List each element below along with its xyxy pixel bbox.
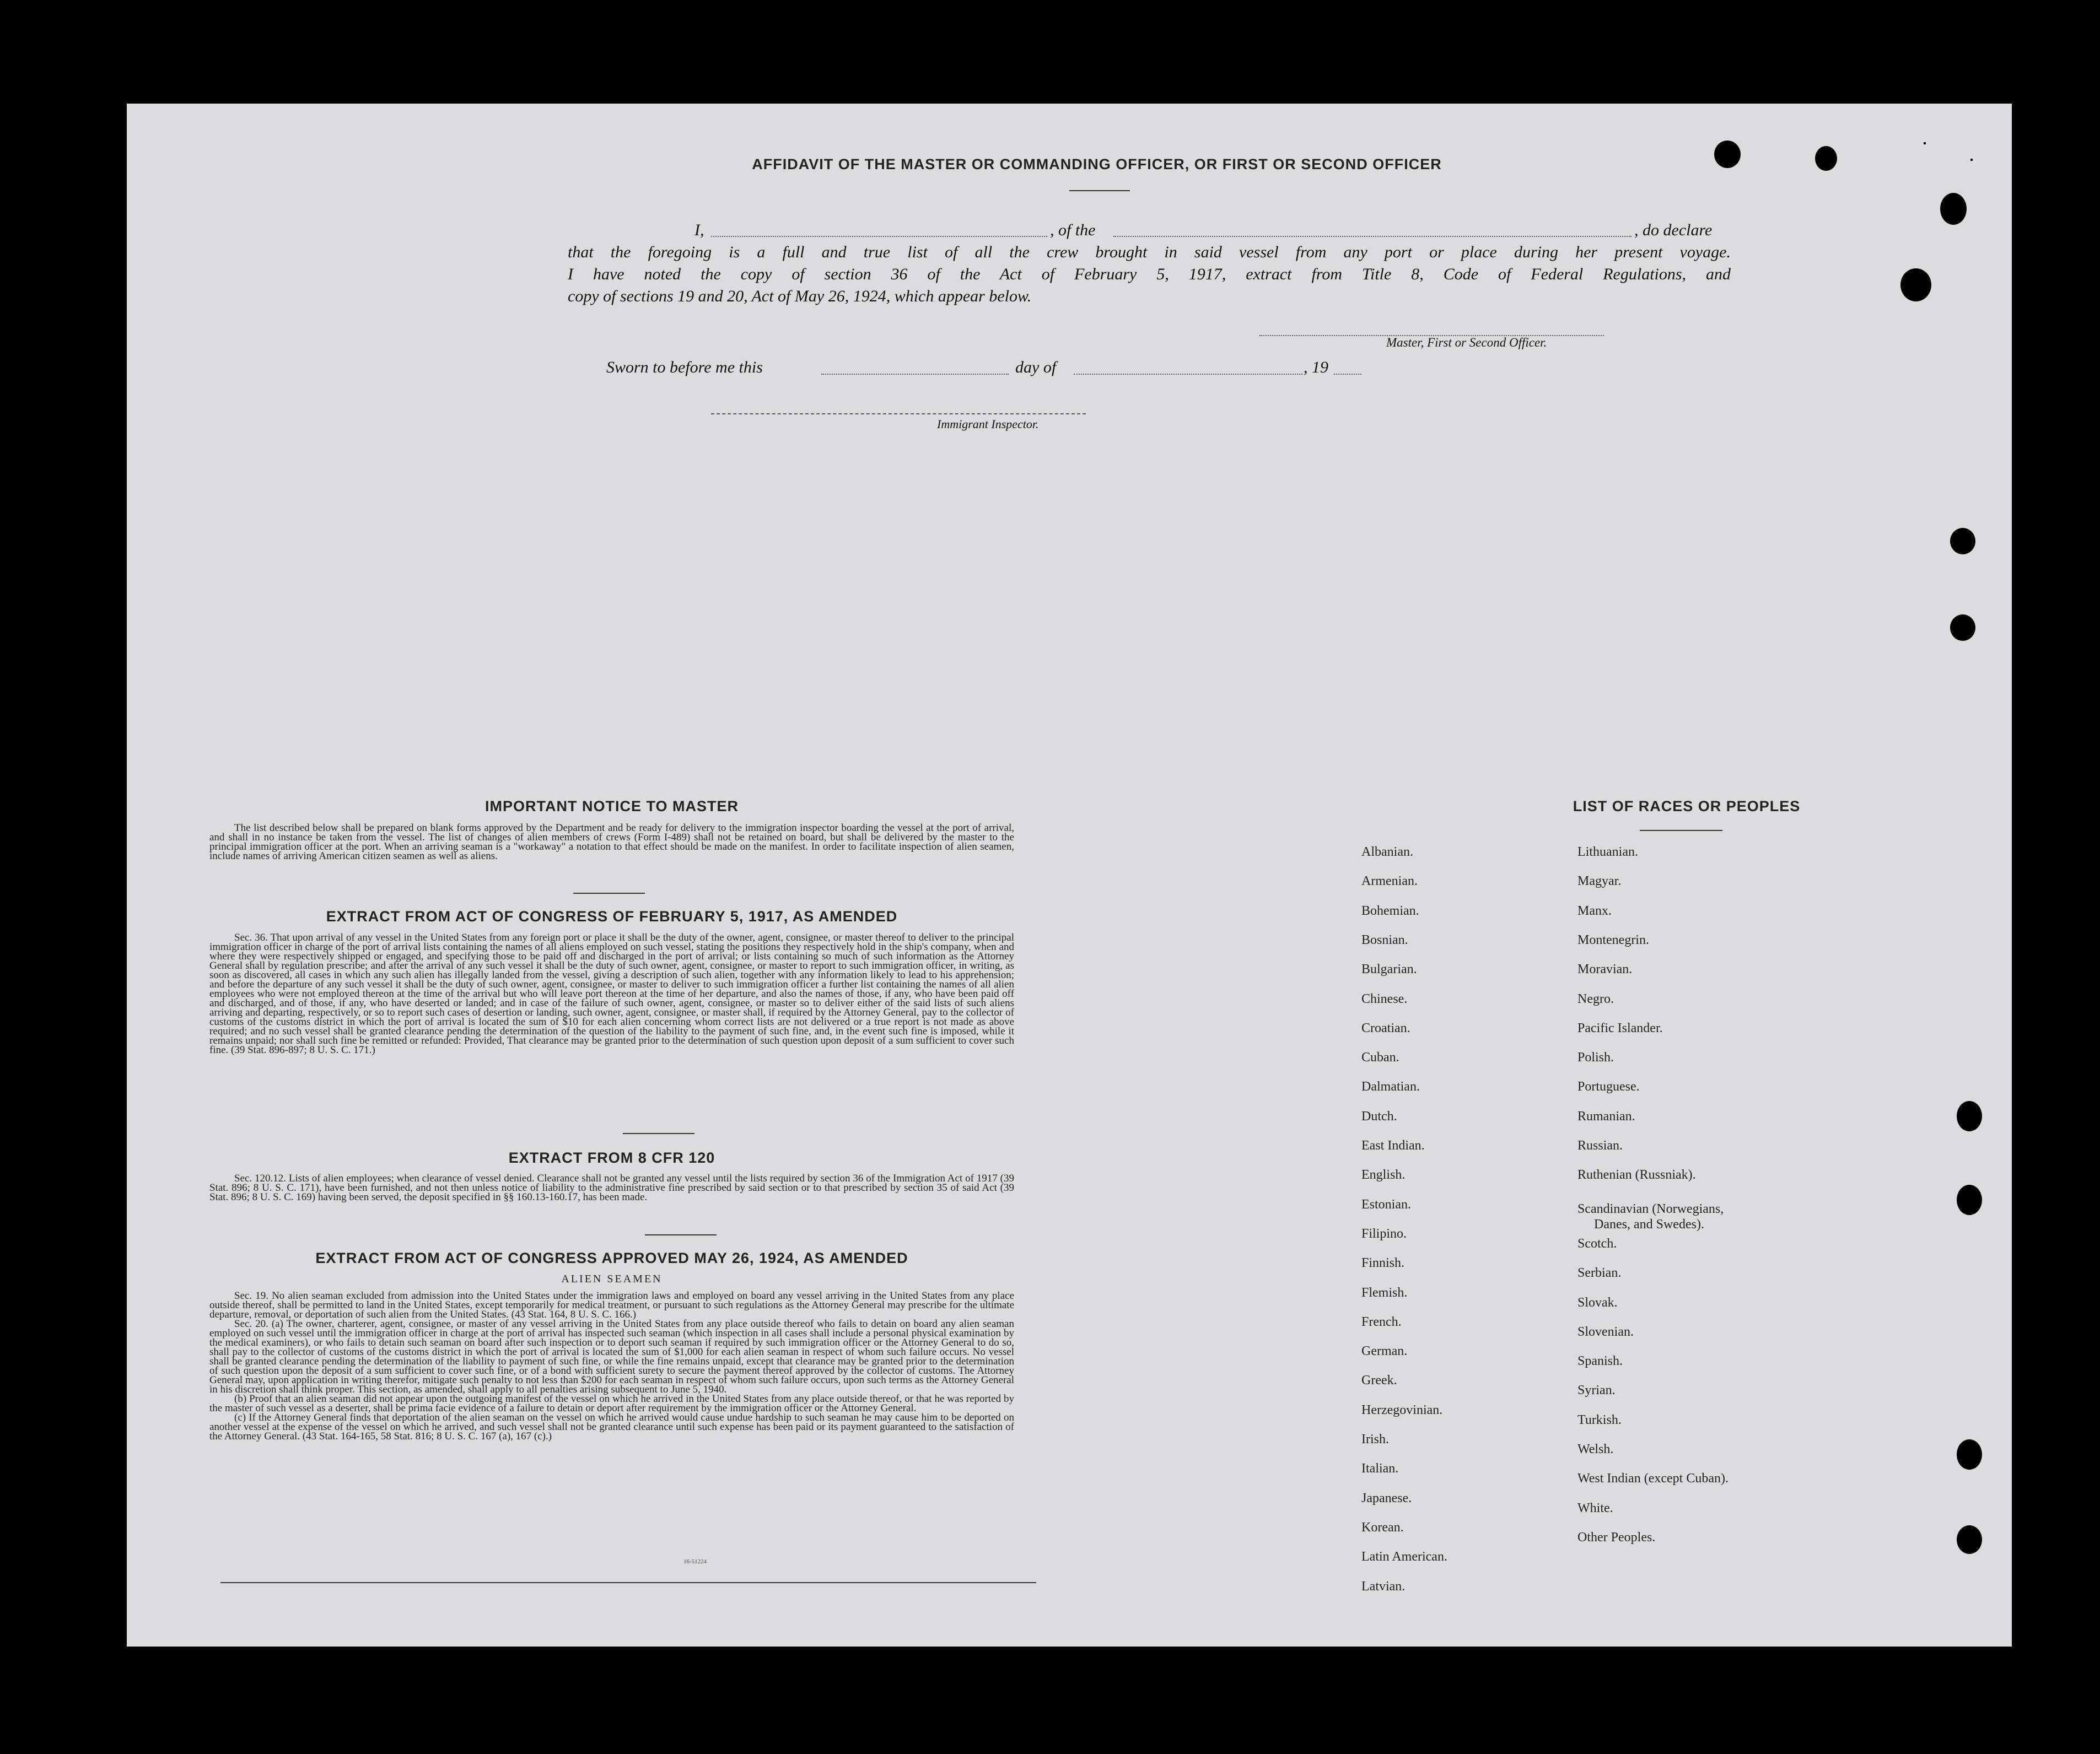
race-item: Other Peoples. xyxy=(1577,1530,1656,1545)
i-label: I, xyxy=(694,221,704,239)
declaration-line-1: that the foregoing is a full and true list of all the crew brought in said vessel from any port or place during her present voyage. xyxy=(568,243,1731,261)
race-item: Polish. xyxy=(1577,1050,1614,1065)
notice-heading: IMPORTANT NOTICE TO MASTER xyxy=(485,798,739,814)
punch-hole xyxy=(1957,1185,1982,1215)
race-item: Bohemian. xyxy=(1361,903,1419,918)
divider xyxy=(1069,190,1130,191)
punch-hole xyxy=(1950,614,1975,641)
race-item: Latvian. xyxy=(1361,1579,1406,1594)
race-item: Filipino. xyxy=(1361,1226,1407,1241)
master-signature-label: Master, First or Second Officer. xyxy=(1386,336,1547,349)
affidavit-heading: AFFIDAVIT OF THE MASTER OR COMMANDING OFFICER, OR FIRST OR SECOND OFFICER xyxy=(752,156,1442,172)
race-item: Latin American. xyxy=(1361,1550,1447,1564)
punch-hole xyxy=(1940,193,1967,225)
race-item: Cuban. xyxy=(1361,1050,1399,1065)
declaration-line-3: copy of sections 19 and 20, Act of May 26, 1924, which appear below. xyxy=(568,287,1032,305)
punch-hole xyxy=(1957,1101,1982,1131)
race-item: Slovak. xyxy=(1577,1295,1618,1310)
race-item: Armenian. xyxy=(1361,874,1418,889)
extract-1917-heading: EXTRACT FROM ACT OF CONGRESS OF FEBRUARY 5, 1917, AS AMENDED xyxy=(326,908,898,925)
extract-1917-text: Sec. 36. That upon arrival of any vessel in the United States from any foreign port or place it shall be the duty of the owner, agent, consignee, or master thereof to deliver to the principal immigration officer in charge of the port of arrival lists containing the names of all aliens employed on such vessel, stating the positions they respectively hold in the ship's company, when and where they were respectively shipped or engaged, and specifying those to be paid off and discharged in the port of arrival; or lists containing so much of such information as the Attorney General shall by regulation prescribe; and after the arrival of any such vessel it shall be the duty of such owner, agent, consignee, or master to report to such immigration officer, in writing, as soon as discovered, all cases in which any such alien has illegally landed from the vessel, giving a description of such alien, together with any information likely to lead to his apprehension; and before the departure of any such vessel it shall be the duty of such owner, agent, consignee, or master to deliver to such immigration officer a further list containing the names of all alien employees who were not employed thereon at the time of the arrival but who will leave port thereon at the time of her departure, and also the names of those, if any, who have been paid off and discharged, and of those, if any, who have deserted or landed; and in case of the failure of such owner, agent, consignee, or master so to deliver either of the said lists of such aliens arriving and departing, respectively, or so to report such cases of desertion or landing, such owner, agent, consignee, or master shall, if required by the Attorney General, pay to the collector of customs of the customs district in which the port of arrival is located the sum of $10 for each alien concerning whom correct lists are not delivered or a true report is not made as above required; and no such vessel shall be granted clearance pending the determination of the question of the liability to the payment of such fine, and, in the event such fine is imposed, while it remains unpaid; nor shall such fine be remitted or refunded: Provided, That clearance may be granted prior to the determination of such question upon deposit of a sum sufficient to cover such fine. (39 Stat. 896-897; 8 U. S. C. 171.) xyxy=(209,932,1014,1056)
race-item: Japanese. xyxy=(1361,1491,1412,1505)
race-item: Bulgarian. xyxy=(1361,962,1417,977)
race-item: Turkish. xyxy=(1577,1412,1622,1427)
race-item: Syrian. xyxy=(1577,1383,1616,1398)
inspector-label: Immigrant Inspector. xyxy=(937,417,1039,431)
punch-hole xyxy=(1900,268,1931,301)
of-the-label: , of the xyxy=(1050,221,1096,239)
race-item: Portuguese. xyxy=(1577,1080,1640,1094)
section-20b-text: (b) Proof that an alien seaman did not appear upon the outgoing manifest of the vessel on which he arrived in the United States from any place outside thereof, or that he was reported by the master of such vessel as a deserter, shall be prima facie evidence of a failure to detain or deport after requirement by the immigration officer or the Attorney General. xyxy=(209,1393,1014,1414)
race-item: Lithuanian. xyxy=(1577,845,1638,859)
race-item: West Indian (except Cuban). xyxy=(1577,1471,1729,1486)
race-item: Italian. xyxy=(1361,1461,1399,1476)
extract-1924-body xyxy=(209,1291,1014,1441)
speck xyxy=(1970,159,1973,161)
race-item: Herzegovinian. xyxy=(1361,1402,1443,1417)
race-item: Russian. xyxy=(1577,1138,1623,1153)
race-item: Chinese. xyxy=(1361,991,1408,1006)
inspector-signature-blank[interactable] xyxy=(711,403,1086,414)
race-item: East Indian. xyxy=(1361,1138,1425,1153)
year-blank[interactable] xyxy=(1334,364,1361,375)
race-item: Slovenian. xyxy=(1577,1324,1634,1339)
punch-hole xyxy=(1815,146,1837,171)
punch-hole xyxy=(1950,528,1975,554)
race-item: Croatian. xyxy=(1361,1021,1410,1035)
race-item: Greek. xyxy=(1361,1373,1397,1388)
race-item: Ruthenian (Russniak). xyxy=(1577,1168,1696,1183)
race-item: Negro. xyxy=(1577,991,1614,1006)
race-item: Irish. xyxy=(1361,1432,1389,1447)
race-item: Rumanian. xyxy=(1577,1109,1635,1124)
race-item: White. xyxy=(1577,1501,1613,1515)
race-item: Spanish. xyxy=(1577,1354,1623,1369)
race-item: Flemish. xyxy=(1361,1285,1408,1300)
affidavit-declaration xyxy=(568,219,1731,307)
race-item: Manx. xyxy=(1577,903,1612,918)
alien-seamen-subheading: ALIEN SEAMEN xyxy=(561,1273,663,1285)
divider xyxy=(573,893,645,894)
race-item: Estonian. xyxy=(1361,1197,1411,1212)
race-item: Korean. xyxy=(1361,1520,1404,1535)
race-item: Pacific Islander. xyxy=(1577,1021,1663,1035)
races-heading: LIST OF RACES OR PEOPLES xyxy=(1573,798,1801,814)
section-20a-text: Sec. 20. (a) The owner, charterer, agent, consignee, or master of any vessel arriving in the United States from any place outside thereof who fails to detain on board any alien seaman employed on such vessel until the immigration officer in charge at the port of arrival has inspected such seaman (which inspection in all cases shall include a personal physical examination by the medical examiners), or who fails to detain such seaman on board after such inspection or to deport such seaman if required by such immigration officer or the Attorney General to do so, shall pay to the collector of customs of the customs district in which the port of arrival is located the sum of $1,000 for each alien seaman in respect of whom such failure occurs. No vessel shall be granted clearance pending the determination of the liability to payment of such fine, or while the fine remains unpaid, except that clearance may be granted prior to the determination of such question upon the deposit of a sum sufficient to cover such fine, or of a bond with sufficient surety to secure the payment thereof approved by the collector of customs. The Attorney General may, upon application in writing therefor, mitigate such penalty to not less than $200 for each seaman in respect of whom such failure occurs, upon such terms as the Attorney General in his discretion shall think proper. This section, as amended, shall apply to all penalties arising subsequent to June 5, 1940. xyxy=(209,1318,1014,1395)
extract-cfr-heading: EXTRACT FROM 8 CFR 120 xyxy=(508,1149,715,1166)
sworn-day-blank[interactable] xyxy=(821,364,1009,375)
race-item: German. xyxy=(1361,1344,1408,1359)
punch-hole xyxy=(1714,141,1741,168)
master-signature-blank[interactable] xyxy=(1259,325,1604,336)
race-item: Welsh. xyxy=(1577,1442,1614,1456)
punch-hole xyxy=(1957,1525,1982,1554)
extract-1924-heading: EXTRACT FROM ACT OF CONGRESS APPROVED MAY 26, 1924, AS AMENDED xyxy=(315,1250,908,1266)
section-20c-text: (c) If the Attorney General finds that deportation of the alien seaman on the vessel on which he arrived would cause undue hardship to such seaman he may cause him to be deported on another vessel at the expense of the vessel on which he arrived, and such vessel shall not be granted clearance until such expense has been paid or its payment guaranteed to the satisfaction of the Attorney General. (43 Stat. 164-165, 58 Stat. 816; 8 U. S. C. 167 (a), 167 (c).) xyxy=(209,1412,1014,1442)
race-item: Magyar. xyxy=(1577,874,1622,889)
do-declare-label: , do declare xyxy=(1634,221,1713,239)
race-item: Finnish. xyxy=(1361,1256,1405,1271)
day-of-label: day of xyxy=(1015,358,1057,376)
race-item: Montenegrin. xyxy=(1577,932,1649,947)
document-page xyxy=(127,104,2012,1647)
sworn-month-blank[interactable] xyxy=(1074,364,1302,375)
divider xyxy=(1640,830,1722,831)
race-item: Moravian. xyxy=(1577,962,1633,977)
divider xyxy=(623,1133,694,1134)
speck xyxy=(1924,142,1926,144)
race-item: French. xyxy=(1361,1314,1402,1329)
race-item: Serbian. xyxy=(1577,1266,1622,1281)
section-19-text: Sec. 19. No alien seaman excluded from admission into the United States under the immigration laws and employed on board any vessel arriving in the United States from any place outside thereof, shall be permitted to land in the United States, except temporarily for medical treatment, or pursuant to such regulations as the Attorney General may prescribe for the ultimate departure, removal, or deportation of such alien from the United States. (43 Stat. 164, 8 U. S. C. 166.) xyxy=(209,1290,1014,1320)
notice-text: The list described below shall be prepared on blank forms approved by the Department and be ready for delivery to the immigration inspector boarding the vessel at the port of arrival, and shall in no instance be taken from the vessel. The list of changes of alien members of crews (Form I-489) shall not be retained on board, but shall be delivered by the master to the principal immigration officer at the port. When an arriving seaman is a "workaway" a notation to that effect should be made on the manifest. In order to facilitate inspection of alien seamen, include names of arriving American citizen seamen as well as aliens. xyxy=(209,822,1014,862)
race-item: Danes, and Swedes). xyxy=(1594,1217,1704,1232)
sworn-label: Sworn to before me this xyxy=(606,358,763,376)
name-blank[interactable] xyxy=(711,226,1047,237)
vessel-blank[interactable] xyxy=(1113,226,1631,237)
race-item: Scotch. xyxy=(1577,1236,1617,1251)
bottom-rule xyxy=(220,1582,1036,1583)
extract-cfr-text: Sec. 120.12. Lists of alien employees; when clearance of vessel denied. Clearance shall not be granted any vessel until the lists required by section 36 of the Immigration Act of 1917 (39 Stat. 896; 8 U. S. C. 171), have been furnished, and not then unless notice of liability to the administrative fine prescribed by said section or to that prescribed by section 35 of said Act (39 Stat. 896; 8 U. S. C. 169) having been served, the deposit specified in §§ 160.13-160.17, has been made. xyxy=(209,1173,1014,1203)
race-item: Albanian. xyxy=(1361,845,1413,859)
declaration-line-2: I have noted the copy of section 36 of the Act of February 5, 1917, extract from Title 8, Code of Federal Regulations, and xyxy=(568,265,1731,283)
race-item: Dalmatian. xyxy=(1361,1080,1420,1094)
race-item: Scandinavian (Norwegians, xyxy=(1577,1201,1724,1216)
year-label: , 19 xyxy=(1304,358,1328,376)
race-item: Dutch. xyxy=(1361,1109,1397,1124)
race-item: Bosnian. xyxy=(1361,932,1408,947)
divider xyxy=(645,1234,717,1235)
race-item: English. xyxy=(1361,1168,1406,1183)
punch-hole xyxy=(1957,1439,1982,1470)
print-code: 16-51224 xyxy=(683,1558,707,1565)
